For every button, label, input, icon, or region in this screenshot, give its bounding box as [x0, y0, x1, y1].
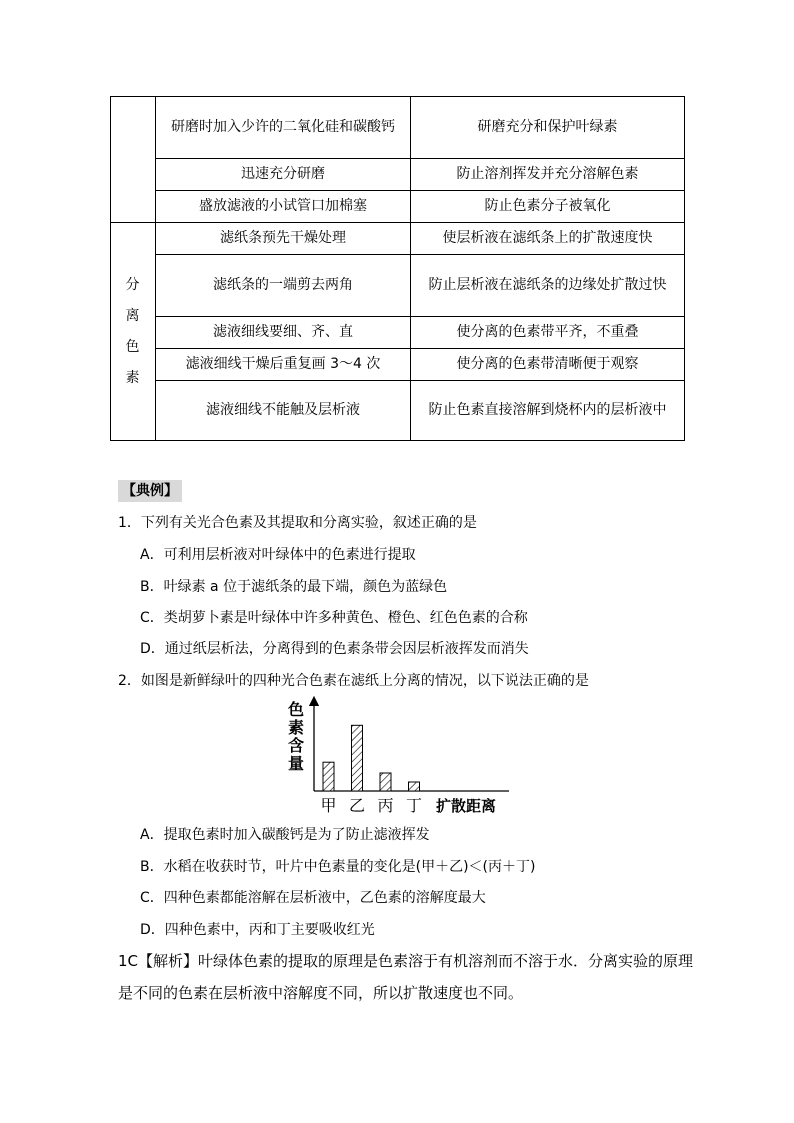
category-label-2: 乙	[348, 796, 366, 815]
y-axis-label-char: 素	[288, 718, 305, 737]
x-axis-label: 扩散距离	[436, 797, 497, 815]
y-axis-label-char: 含	[288, 736, 305, 755]
pigment-chart	[284, 695, 514, 824]
purpose-cell: 防止层析液在滤纸条的边缘处扩散过快	[411, 255, 685, 317]
step-cell: 盛放滤液的小试管口加棉塞	[156, 191, 411, 223]
step-cell: 研磨时加入少许的二氧化硅和碳酸钙	[156, 97, 411, 159]
purpose-cell: 防止色素直接溶解到烧杯内的层析液中	[411, 381, 685, 441]
table-row	[111, 159, 685, 191]
bar-1	[323, 762, 334, 791]
y-axis-label-char: 量	[288, 754, 305, 773]
category-cell-separation: 分离色素	[111, 223, 156, 441]
table-row	[111, 191, 685, 223]
step-cell: 滤纸条的一端剪去两角	[156, 255, 411, 317]
table-row	[111, 97, 685, 159]
category-label-3: 丙	[377, 796, 394, 815]
bar-2	[352, 725, 363, 791]
bar-4	[409, 782, 420, 791]
purpose-cell: 研磨充分和保护叶绿素	[411, 97, 685, 159]
procedure-table	[110, 96, 685, 441]
purpose-cell: 防止溶剂挥发并充分溶解色素	[411, 159, 685, 191]
question-2-option-b: B．水稻在收获时节，叶片中色素量的变化是(甲＋乙)＜(丙＋丁)	[140, 859, 536, 875]
purpose-cell: 使层析液在滤纸条上的扩散速度快	[411, 223, 685, 255]
step-cell: 滤液细线不能触及层析液	[156, 381, 411, 441]
table-row	[111, 255, 685, 317]
step-cell: 迅速充分研磨	[156, 159, 411, 191]
question-2-option-c: C．四种色素都能溶解在层析液中，乙色素的溶解度最大	[140, 890, 486, 906]
pigment-chart-svg	[284, 695, 514, 820]
purpose-cell: 使分离的色素带平齐，不重叠	[411, 317, 685, 349]
table-row	[111, 381, 685, 441]
step-cell: 滤纸条预先干燥处理	[156, 223, 411, 255]
question-1-option-c: C．类胡萝卜素是叶绿体中许多种黄色、橙色、红色色素的合称	[140, 610, 528, 626]
question-1-option-d: D．通过纸层析法，分离得到的色素条带会因层析液挥发而消失	[140, 641, 529, 657]
purpose-cell: 使分离的色素带清晰便于观察	[411, 349, 685, 381]
table-row	[111, 349, 685, 381]
y-axis-label	[288, 700, 304, 773]
question-2-option-a: A．提取色素时加入碳酸钙是为了防止滤液挥发	[140, 827, 430, 843]
category-label-4: 丁	[405, 796, 423, 815]
explanation-line-1: 1C【解析】叶绿体色素的提取的原理是色素溶于有机溶剂而不溶于水．分离实验的原理	[118, 952, 694, 970]
question-1-option-a: A．可利用层析液对叶绿体中的色素进行提取	[140, 547, 416, 563]
category-label-1: 甲	[320, 796, 337, 815]
question-1-option-b: B．叶绿素 a 位于滤纸条的最下端，颜色为蓝绿色	[140, 579, 448, 595]
question-2-stem: 2．如图是新鲜绿叶的四种光合色素在滤纸上分离的情况，以下说法正确的是	[118, 673, 589, 689]
purpose-cell: 防止色素分子被氧化	[411, 191, 685, 223]
example-tag: 【典例】	[118, 480, 182, 502]
table-row	[111, 317, 685, 349]
table-row	[111, 223, 685, 255]
explanation-line-2: 是不同的色素在层析液中溶解度不同，所以扩散速度也不同。	[118, 984, 524, 1002]
bar-3	[380, 773, 391, 791]
category-cell-extraction	[111, 97, 156, 223]
y-axis-label-char: 色	[288, 700, 305, 719]
step-cell: 滤液细线要细、齐、直	[156, 317, 411, 349]
question-1-stem: 1．下列有关光合色素及其提取和分离实验，叙述正确的是	[118, 515, 477, 531]
question-2-option-d: D．四种色素中，丙和丁主要吸收红光	[140, 922, 375, 938]
step-cell: 滤液细线干燥后重复画 3～4 次	[156, 349, 411, 381]
